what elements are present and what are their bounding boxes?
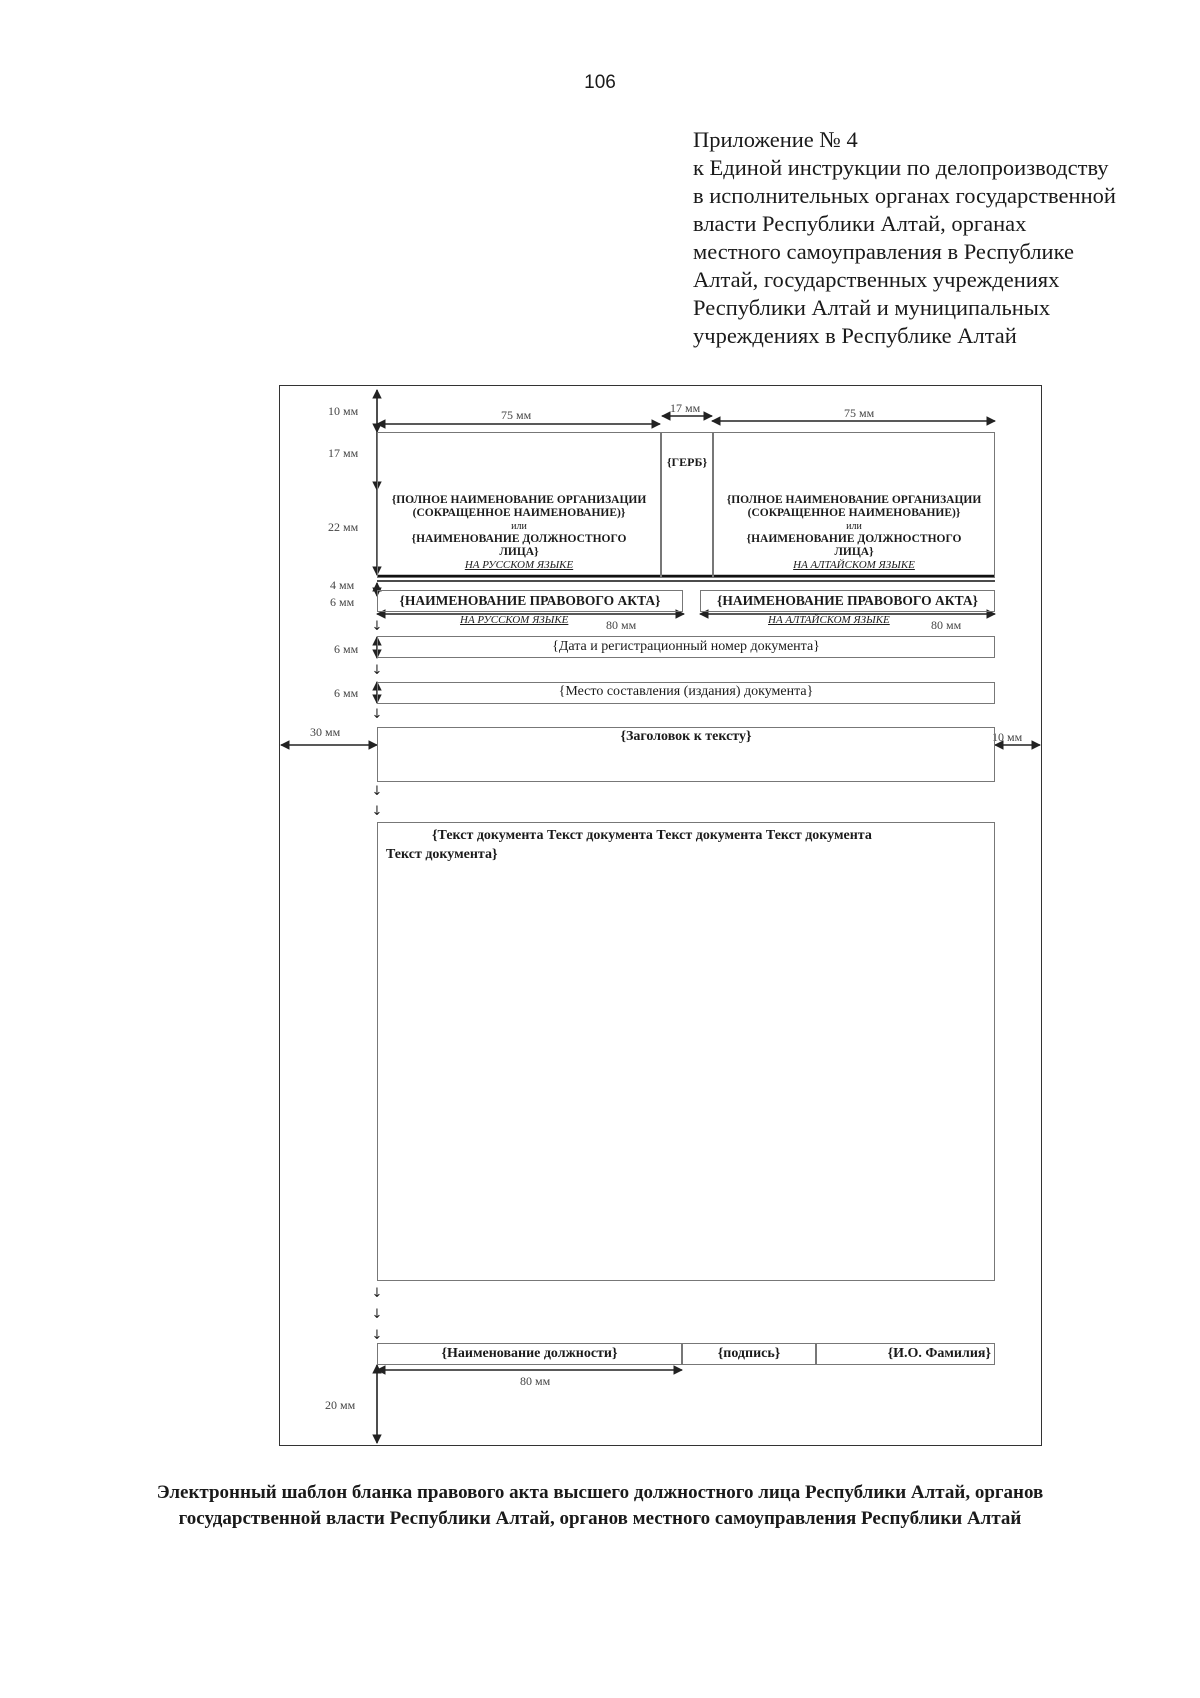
- body-text-box: [377, 822, 995, 1281]
- appendix-line: власти Республики Алтай, органах: [693, 211, 1027, 236]
- org-line: {НАИМЕНОВАНИЕ ДОЛЖНОСТНОГО: [746, 533, 962, 545]
- dim-label: 6 мм: [334, 686, 359, 700]
- dim-label: 75 мм: [501, 408, 532, 422]
- svg-text:↓: ↓: [371, 1328, 383, 1343]
- dim-label: 17 мм: [328, 446, 359, 460]
- org-name-right: [714, 494, 994, 572]
- body-line: {Текст документа Текст документа Текст документа Текст документа: [432, 828, 872, 843]
- dim-label: 75 мм: [844, 406, 875, 420]
- appendix-line: к Единой инструкции по делопроизводству: [693, 155, 1109, 180]
- org-or: или: [846, 521, 862, 532]
- dim-label: 30 мм: [310, 725, 341, 739]
- dim-label: 20 мм: [325, 1398, 356, 1412]
- dim-label: 10 мм: [992, 730, 1023, 744]
- org-line: ЛИЦА}: [499, 546, 539, 558]
- org-or: или: [511, 521, 527, 532]
- dim-label: 17 мм: [670, 401, 701, 415]
- dim-label: 22 мм: [328, 520, 359, 534]
- text-heading: {Заголовок к тексту}: [620, 729, 752, 744]
- org-line: {ПОЛНОЕ НАИМЕНОВАНИЕ ОРГАНИЗАЦИИ: [391, 494, 647, 506]
- org-line: ЛИЦА}: [834, 546, 874, 558]
- dim-label: 80 мм: [606, 618, 637, 632]
- page-number: 106: [584, 72, 616, 93]
- act-title-right: {НАИМЕНОВАНИЕ ПРАВОВОГО АКТА}: [717, 593, 978, 608]
- place-of-issue: {Место составления (издания) документа}: [558, 684, 814, 699]
- appendix-line: учреждениях в Республике Алтай: [693, 323, 1017, 348]
- org-lang: НА РУССКОМ ЯЗЫКЕ: [464, 559, 574, 571]
- org-line: (СОКРАЩЕННОЕ НАИМЕНОВАНИЕ)}: [412, 507, 626, 519]
- act-left-lang: НА РУССКОМ ЯЗЫКЕ: [460, 614, 569, 626]
- act-right-lang: НА АЛТАЙСКОМ ЯЗЫКЕ: [768, 614, 890, 626]
- dim-label: 6 мм: [330, 595, 355, 609]
- dim-label: 4 мм: [330, 578, 355, 592]
- org-lang: НА АЛТАЙСКОМ ЯЗЫКЕ: [793, 559, 915, 571]
- coat-of-arms-placeholder: {ГЕРБ}: [666, 455, 708, 469]
- body-line: Текст документа}: [386, 847, 498, 862]
- svg-text:↓: ↓: [371, 707, 383, 722]
- body-text: [386, 826, 991, 864]
- dim-label: 80 мм: [931, 618, 962, 632]
- appendix-line: Алтай, государственных учреждениях: [693, 267, 1060, 292]
- appendix-line: Приложение № 4: [693, 127, 858, 152]
- act-title-left: {НАИМЕНОВАНИЕ ПРАВОВОГО АКТА}: [399, 593, 661, 608]
- org-line: {НАИМЕНОВАНИЕ ДОЛЖНОСТНОГО: [411, 533, 627, 545]
- caption-line: Электронный шаблон бланка правового акта высшего должностного лица Республики Алтай, органов: [156, 1482, 1044, 1503]
- svg-text:↓: ↓: [371, 1307, 383, 1322]
- sign-position: {Наименование должности}: [441, 1346, 618, 1361]
- org-line: {ПОЛНОЕ НАИМЕНОВАНИЕ ОРГАНИЗАЦИИ: [726, 494, 982, 506]
- appendix-line: местного самоуправления в Республике: [693, 239, 1074, 264]
- svg-text:↓: ↓: [371, 663, 383, 678]
- org-line: (СОКРАЩЕННОЕ НАИМЕНОВАНИЕ)}: [747, 507, 961, 519]
- sign-signature: {подпись}: [717, 1346, 781, 1361]
- svg-text:↓: ↓: [371, 804, 383, 819]
- caption-line: государственной власти Республики Алтай, органов местного самоуправления Республики Алтай: [178, 1508, 1022, 1529]
- appendix-line: Республики Алтай и муниципальных: [693, 295, 1051, 320]
- dim-label: 10 мм: [328, 404, 359, 418]
- coat-of-arms-box: [661, 432, 713, 578]
- figure-caption: [0, 1480, 1200, 1532]
- svg-text:↓: ↓: [371, 1286, 383, 1301]
- org-name-left: [378, 494, 660, 572]
- dim-label: 80 мм: [520, 1374, 551, 1388]
- sign-name: {И.О. Фамилия}: [887, 1346, 991, 1361]
- svg-text:↓: ↓: [371, 619, 383, 634]
- svg-text:↓: ↓: [371, 784, 383, 799]
- appendix-line: в исполнительных органах государственной: [693, 183, 1116, 208]
- date-reg-number: {Дата и регистрационный номер документа}: [552, 639, 820, 654]
- dim-label: 6 мм: [334, 642, 359, 656]
